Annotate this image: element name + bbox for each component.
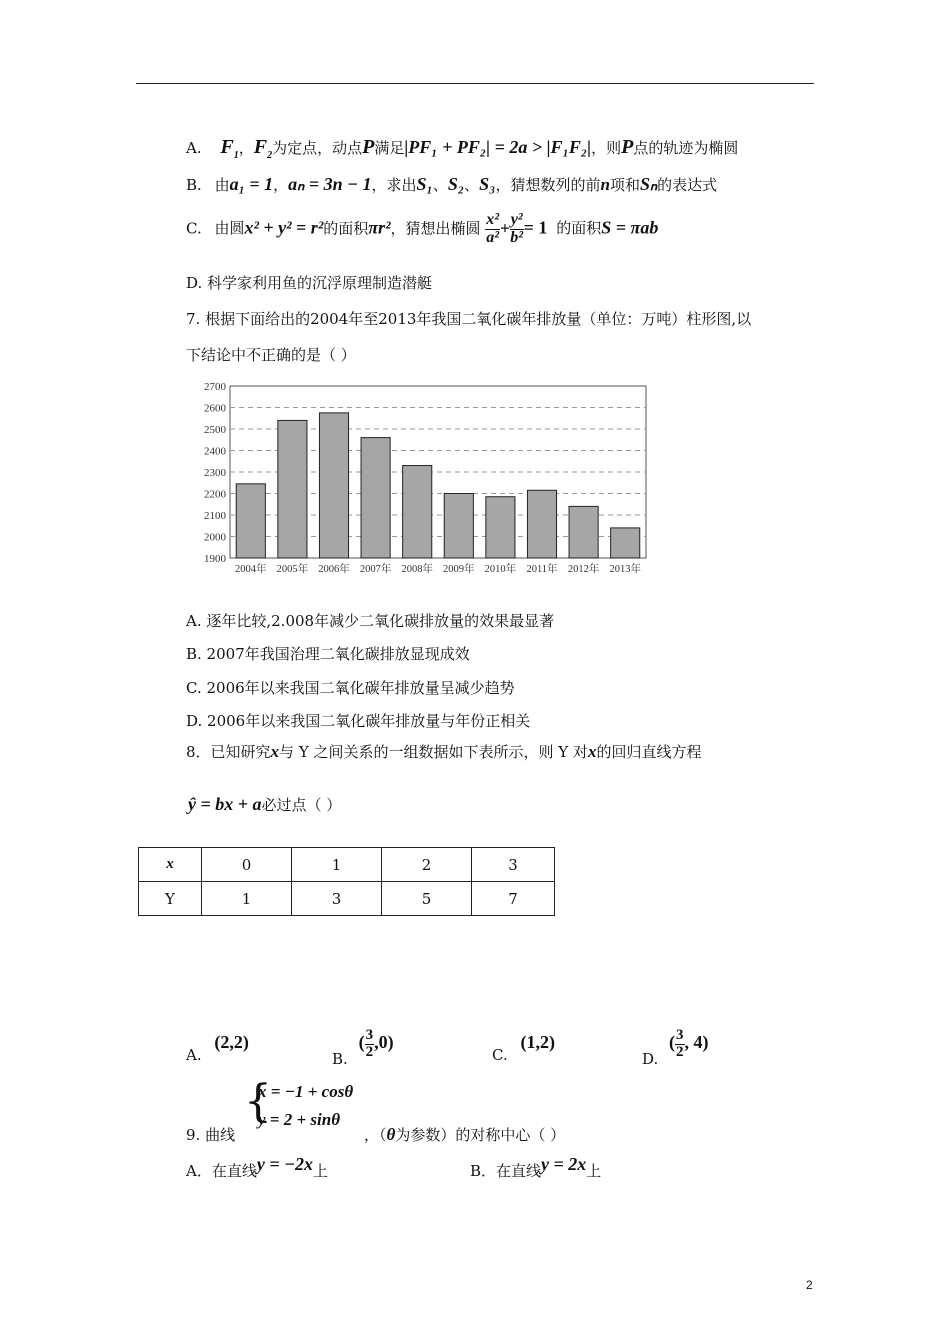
x-tick-label: 2009年 [443,564,475,575]
bar [444,494,473,559]
y-tick-label: 2700 [204,381,226,393]
y-tick-label: 2200 [204,488,226,501]
q9-option-b: B．在直线y = 2x上 [470,1154,602,1180]
y-tick-label: 2600 [204,402,226,415]
q8-data-table [138,847,555,916]
table-row: x 0 1 2 3 [139,848,555,882]
x-tick-label: 2004年 [235,564,267,575]
q6-option-c: C. 由圆x² + y² = r²的面积πr²，猜想出椭圆 $\frac{\text{x²}}{\text{a²}}$ + $\frac{\text{y²}}{\text{b²}}$ = 1 的面积S = πab [186,211,659,246]
bar [569,506,598,558]
q8-option-a: A. (2,2) [186,1032,249,1064]
header-rule [136,83,814,84]
y-tick-label: 2100 [204,510,226,522]
x-tick-label: 2010年 [484,564,517,575]
y-tick-label: 2000 [204,531,226,544]
x-tick-label: 2008年 [401,564,433,575]
q8-option-d: D. ( $\frac{3}{2}$ , 4) [642,1027,709,1069]
q8-stem-line2: ŷ = bx + a必过点（ ） [188,794,342,814]
q8-option-b: B. ( $\frac{3}{2}$ ,0) [332,1027,394,1069]
x-tick-label: 2013年 [609,564,641,575]
q6-option-d: D. 科学家利用鱼的沉浮原理制造潜艇 [186,274,433,292]
bar [527,490,556,558]
x-tick-label: 2012年 [567,564,600,575]
bar [278,420,307,558]
q6-option-a: A. $F_1$，$F_2$为定点，动点P满足|PF₁ + PF₂| = 2a > |F₁F₂|，则P点的轨迹为椭圆 [186,136,739,161]
q6-option-b: B. 由a₁ = 1，aₙ = 3n − 1，求出S₁、S₂、S₃，猜想数列的前n项和Sₙ的表达式 [186,174,718,194]
q7-stem-line1: 7. 根据下面给出的2004年至2013年我国二氧化碳年排放量（单位：万吨）柱形图,以 [186,310,752,328]
q7-option-d: D. 2006年以来我国二氧化碳年排放量与年份正相关 [186,712,531,730]
bar [403,466,432,558]
q8-stem-line1: 8．已知研究x与 Y 之间关系的一组数据如下表所示，则 Y 对x的回归直线方程 [186,742,702,761]
y-tick-label: 2400 [204,445,226,458]
x-tick-label: 2006年 [318,564,350,575]
q8-option-c: C. (1,2) [492,1032,555,1064]
table-row: Y 1 3 5 7 [139,882,555,916]
q7-option-a: A. 逐年比较,2.008年减少二氧化碳排放量的效果最显著 [186,612,555,630]
q9-option-a: A．在直线y = −2x上 [186,1154,329,1180]
page-number: 2 [806,1278,813,1292]
x-tick-label: 2005年 [276,564,309,575]
bar [319,413,348,558]
y-tick-label: 1900 [204,553,226,565]
q9-stem-tail: ，（θ为参数）的对称中心（ ） [364,1125,566,1144]
y-tick-label: 2300 [204,467,226,479]
q7-option-c: C. 2006年以来我国二氧化碳年排放量呈减少趋势 [186,679,515,697]
y-tick-label: 2500 [204,424,226,436]
bar [611,528,640,558]
q9-stem: 9. 曲线 [186,1126,236,1144]
bar [361,438,390,558]
q7-option-b: B. 2007年我国治理二氧化碳排放显现成效 [186,645,470,663]
bar [486,497,515,558]
bar [236,484,265,558]
x-tick-label: 2011年 [526,564,558,575]
q7-stem-line2: 下结论中不正确的是（ ） [186,346,356,364]
x-tick-label: 2007年 [359,564,392,575]
co2-bar-chart [190,378,660,578]
